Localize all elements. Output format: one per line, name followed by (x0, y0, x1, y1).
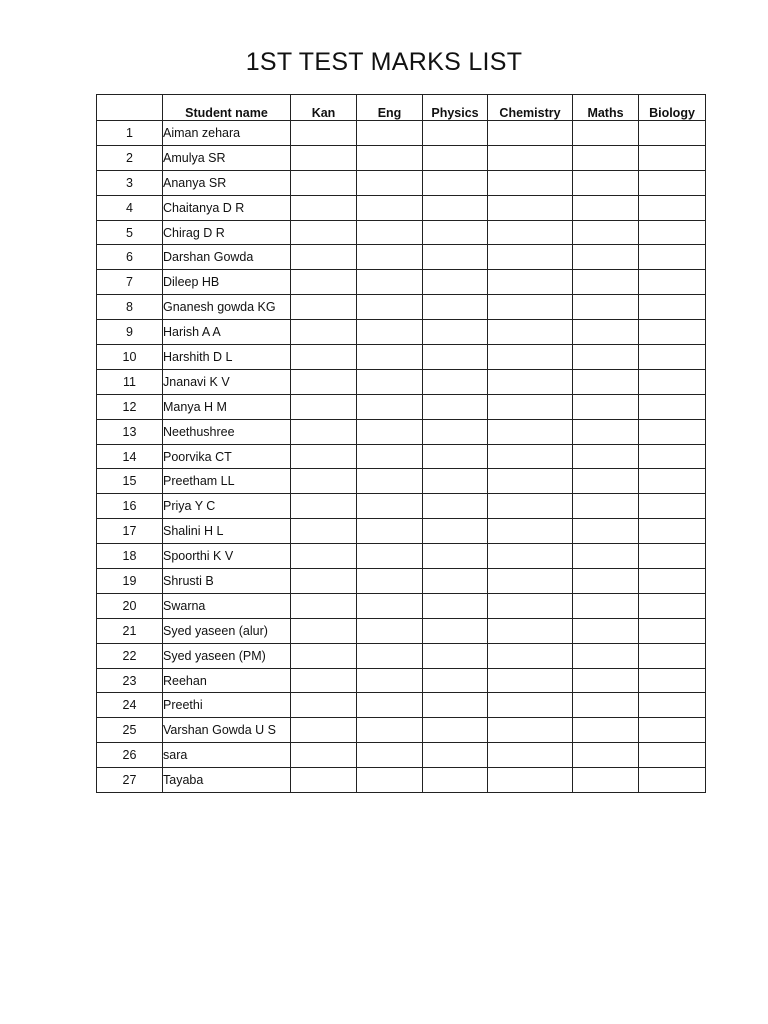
table-row (97, 693, 706, 718)
kan-mark-cell (291, 220, 357, 245)
chemistry-mark-cell (488, 121, 573, 146)
student-name-cell: Tayaba (163, 768, 291, 793)
header-biology: Biology (639, 95, 706, 121)
student-name-cell: Jnanavi K V (163, 369, 291, 394)
physics-mark-cell (423, 195, 488, 220)
serial-number-cell: 9 (97, 320, 163, 345)
eng-mark-cell (357, 170, 423, 195)
student-name-cell: Swarna (163, 593, 291, 618)
chemistry-mark-cell (488, 369, 573, 394)
biology-mark-cell (639, 593, 706, 618)
biology-mark-cell (639, 469, 706, 494)
eng-mark-cell (357, 643, 423, 668)
biology-mark-cell (639, 195, 706, 220)
kan-mark-cell (291, 494, 357, 519)
student-name-cell: Ananya SR (163, 170, 291, 195)
kan-mark-cell (291, 444, 357, 469)
physics-mark-cell (423, 668, 488, 693)
table-row (97, 245, 706, 270)
eng-mark-cell (357, 320, 423, 345)
marks-table (96, 94, 706, 793)
student-name-cell: Aiman zehara (163, 121, 291, 146)
serial-number-cell: 20 (97, 593, 163, 618)
table-row (97, 743, 706, 768)
kan-mark-cell (291, 743, 357, 768)
chemistry-mark-cell (488, 693, 573, 718)
maths-mark-cell (573, 569, 639, 594)
table-row (97, 270, 706, 295)
maths-mark-cell (573, 220, 639, 245)
student-name-cell: Spoorthi K V (163, 544, 291, 569)
maths-mark-cell (573, 444, 639, 469)
table-row (97, 369, 706, 394)
biology-mark-cell (639, 320, 706, 345)
serial-number-cell: 23 (97, 668, 163, 693)
biology-mark-cell (639, 121, 706, 146)
physics-mark-cell (423, 220, 488, 245)
biology-mark-cell (639, 245, 706, 270)
table-row (97, 618, 706, 643)
maths-mark-cell (573, 718, 639, 743)
eng-mark-cell (357, 668, 423, 693)
student-name-cell: Darshan Gowda (163, 245, 291, 270)
biology-mark-cell (639, 145, 706, 170)
serial-number-cell: 17 (97, 519, 163, 544)
student-name-cell: Gnanesh gowda KG (163, 295, 291, 320)
eng-mark-cell (357, 718, 423, 743)
physics-mark-cell (423, 618, 488, 643)
chemistry-mark-cell (488, 320, 573, 345)
chemistry-mark-cell (488, 768, 573, 793)
eng-mark-cell (357, 519, 423, 544)
student-name-cell: Harish A A (163, 320, 291, 345)
table-row (97, 718, 706, 743)
chemistry-mark-cell (488, 544, 573, 569)
header-chemistry: Chemistry (488, 95, 573, 121)
physics-mark-cell (423, 593, 488, 618)
chemistry-mark-cell (488, 295, 573, 320)
header-serial-number (97, 95, 163, 121)
biology-mark-cell (639, 295, 706, 320)
table-row (97, 170, 706, 195)
kan-mark-cell (291, 320, 357, 345)
biology-mark-cell (639, 170, 706, 195)
table-row (97, 444, 706, 469)
serial-number-cell: 14 (97, 444, 163, 469)
maths-mark-cell (573, 145, 639, 170)
maths-mark-cell (573, 544, 639, 569)
biology-mark-cell (639, 394, 706, 419)
chemistry-mark-cell (488, 245, 573, 270)
serial-number-cell: 6 (97, 245, 163, 270)
maths-mark-cell (573, 345, 639, 370)
student-name-cell: Reehan (163, 668, 291, 693)
biology-mark-cell (639, 768, 706, 793)
eng-mark-cell (357, 743, 423, 768)
header-kan: Kan (291, 95, 357, 121)
eng-mark-cell (357, 369, 423, 394)
eng-mark-cell (357, 270, 423, 295)
table-row (97, 469, 706, 494)
biology-mark-cell (639, 494, 706, 519)
chemistry-mark-cell (488, 195, 573, 220)
serial-number-cell: 16 (97, 494, 163, 519)
maths-mark-cell (573, 369, 639, 394)
kan-mark-cell (291, 768, 357, 793)
eng-mark-cell (357, 768, 423, 793)
eng-mark-cell (357, 593, 423, 618)
kan-mark-cell (291, 419, 357, 444)
maths-mark-cell (573, 270, 639, 295)
table-row (97, 569, 706, 594)
chemistry-mark-cell (488, 519, 573, 544)
eng-mark-cell (357, 345, 423, 370)
chemistry-mark-cell (488, 643, 573, 668)
header-row (97, 95, 706, 121)
kan-mark-cell (291, 121, 357, 146)
eng-mark-cell (357, 569, 423, 594)
chemistry-mark-cell (488, 569, 573, 594)
chemistry-mark-cell (488, 170, 573, 195)
table-row (97, 544, 706, 569)
student-name-cell: Priya Y C (163, 494, 291, 519)
chemistry-mark-cell (488, 494, 573, 519)
chemistry-mark-cell (488, 419, 573, 444)
biology-mark-cell (639, 544, 706, 569)
biology-mark-cell (639, 643, 706, 668)
serial-number-cell: 5 (97, 220, 163, 245)
maths-mark-cell (573, 419, 639, 444)
maths-mark-cell (573, 494, 639, 519)
physics-mark-cell (423, 544, 488, 569)
table-row (97, 593, 706, 618)
student-name-cell: Neethushree (163, 419, 291, 444)
maths-mark-cell (573, 121, 639, 146)
student-name-cell: Chaitanya D R (163, 195, 291, 220)
header-student-name: Student name (163, 95, 291, 121)
chemistry-mark-cell (488, 743, 573, 768)
student-name-cell: Preethi (163, 693, 291, 718)
eng-mark-cell (357, 469, 423, 494)
serial-number-cell: 7 (97, 270, 163, 295)
eng-mark-cell (357, 419, 423, 444)
student-name-cell: Poorvika CT (163, 444, 291, 469)
student-name-cell: Dileep HB (163, 270, 291, 295)
biology-mark-cell (639, 220, 706, 245)
maths-mark-cell (573, 170, 639, 195)
maths-mark-cell (573, 394, 639, 419)
physics-mark-cell (423, 519, 488, 544)
eng-mark-cell (357, 245, 423, 270)
physics-mark-cell (423, 444, 488, 469)
maths-mark-cell (573, 469, 639, 494)
serial-number-cell: 1 (97, 121, 163, 146)
eng-mark-cell (357, 444, 423, 469)
table-row (97, 768, 706, 793)
student-name-cell: Chirag D R (163, 220, 291, 245)
maths-mark-cell (573, 519, 639, 544)
chemistry-mark-cell (488, 270, 573, 295)
physics-mark-cell (423, 145, 488, 170)
serial-number-cell: 8 (97, 295, 163, 320)
kan-mark-cell (291, 170, 357, 195)
biology-mark-cell (639, 718, 706, 743)
physics-mark-cell (423, 121, 488, 146)
serial-number-cell: 19 (97, 569, 163, 594)
chemistry-mark-cell (488, 394, 573, 419)
kan-mark-cell (291, 369, 357, 394)
table-row (97, 519, 706, 544)
maths-mark-cell (573, 245, 639, 270)
kan-mark-cell (291, 544, 357, 569)
biology-mark-cell (639, 743, 706, 768)
physics-mark-cell (423, 369, 488, 394)
chemistry-mark-cell (488, 718, 573, 743)
kan-mark-cell (291, 270, 357, 295)
chemistry-mark-cell (488, 469, 573, 494)
physics-mark-cell (423, 494, 488, 519)
biology-mark-cell (639, 519, 706, 544)
eng-mark-cell (357, 220, 423, 245)
kan-mark-cell (291, 668, 357, 693)
biology-mark-cell (639, 419, 706, 444)
maths-mark-cell (573, 593, 639, 618)
eng-mark-cell (357, 394, 423, 419)
eng-mark-cell (357, 693, 423, 718)
physics-mark-cell (423, 394, 488, 419)
table-row (97, 121, 706, 146)
maths-mark-cell (573, 768, 639, 793)
physics-mark-cell (423, 320, 488, 345)
page-title: 1ST TEST MARKS LIST (245, 48, 523, 76)
header-eng: Eng (357, 95, 423, 121)
chemistry-mark-cell (488, 220, 573, 245)
maths-mark-cell (573, 743, 639, 768)
biology-mark-cell (639, 569, 706, 594)
maths-mark-cell (573, 693, 639, 718)
student-name-cell: Harshith D L (163, 345, 291, 370)
physics-mark-cell (423, 469, 488, 494)
student-name-cell: Manya H M (163, 394, 291, 419)
kan-mark-cell (291, 345, 357, 370)
student-name-cell: Amulya SR (163, 145, 291, 170)
student-name-cell: Shalini H L (163, 519, 291, 544)
student-name-cell: Syed yaseen (PM) (163, 643, 291, 668)
physics-mark-cell (423, 743, 488, 768)
chemistry-mark-cell (488, 345, 573, 370)
physics-mark-cell (423, 693, 488, 718)
serial-number-cell: 18 (97, 544, 163, 569)
serial-number-cell: 24 (97, 693, 163, 718)
serial-number-cell: 12 (97, 394, 163, 419)
kan-mark-cell (291, 145, 357, 170)
kan-mark-cell (291, 469, 357, 494)
physics-mark-cell (423, 245, 488, 270)
chemistry-mark-cell (488, 593, 573, 618)
biology-mark-cell (639, 444, 706, 469)
maths-mark-cell (573, 195, 639, 220)
serial-number-cell: 4 (97, 195, 163, 220)
student-name-cell: Syed yaseen (alur) (163, 618, 291, 643)
eng-mark-cell (357, 544, 423, 569)
table-row (97, 345, 706, 370)
table-row (97, 320, 706, 345)
maths-mark-cell (573, 668, 639, 693)
serial-number-cell: 22 (97, 643, 163, 668)
maths-mark-cell (573, 320, 639, 345)
serial-number-cell: 15 (97, 469, 163, 494)
biology-mark-cell (639, 668, 706, 693)
serial-number-cell: 3 (97, 170, 163, 195)
serial-number-cell: 11 (97, 369, 163, 394)
table-row (97, 220, 706, 245)
kan-mark-cell (291, 718, 357, 743)
physics-mark-cell (423, 768, 488, 793)
eng-mark-cell (357, 295, 423, 320)
student-name-cell: sara (163, 743, 291, 768)
serial-number-cell: 21 (97, 618, 163, 643)
physics-mark-cell (423, 643, 488, 668)
student-name-cell: Shrusti B (163, 569, 291, 594)
header-maths: Maths (573, 95, 639, 121)
header-physics: Physics (423, 95, 488, 121)
eng-mark-cell (357, 145, 423, 170)
serial-number-cell: 27 (97, 768, 163, 793)
table-row (97, 494, 706, 519)
biology-mark-cell (639, 693, 706, 718)
chemistry-mark-cell (488, 145, 573, 170)
table-row (97, 394, 706, 419)
serial-number-cell: 25 (97, 718, 163, 743)
student-name-cell: Varshan Gowda U S (163, 718, 291, 743)
biology-mark-cell (639, 345, 706, 370)
table-row (97, 668, 706, 693)
eng-mark-cell (357, 494, 423, 519)
biology-mark-cell (639, 270, 706, 295)
table-row (97, 643, 706, 668)
physics-mark-cell (423, 345, 488, 370)
kan-mark-cell (291, 519, 357, 544)
kan-mark-cell (291, 693, 357, 718)
chemistry-mark-cell (488, 618, 573, 643)
kan-mark-cell (291, 643, 357, 668)
serial-number-cell: 13 (97, 419, 163, 444)
biology-mark-cell (639, 369, 706, 394)
physics-mark-cell (423, 569, 488, 594)
serial-number-cell: 10 (97, 345, 163, 370)
eng-mark-cell (357, 195, 423, 220)
kan-mark-cell (291, 569, 357, 594)
eng-mark-cell (357, 618, 423, 643)
maths-mark-cell (573, 295, 639, 320)
physics-mark-cell (423, 270, 488, 295)
table-row (97, 145, 706, 170)
kan-mark-cell (291, 295, 357, 320)
chemistry-mark-cell (488, 668, 573, 693)
kan-mark-cell (291, 195, 357, 220)
eng-mark-cell (357, 121, 423, 146)
maths-mark-cell (573, 643, 639, 668)
chemistry-mark-cell (488, 444, 573, 469)
physics-mark-cell (423, 295, 488, 320)
serial-number-cell: 2 (97, 145, 163, 170)
serial-number-cell: 26 (97, 743, 163, 768)
physics-mark-cell (423, 419, 488, 444)
student-name-cell: Preetham LL (163, 469, 291, 494)
table-row (97, 295, 706, 320)
kan-mark-cell (291, 618, 357, 643)
table-row (97, 195, 706, 220)
kan-mark-cell (291, 593, 357, 618)
kan-mark-cell (291, 394, 357, 419)
biology-mark-cell (639, 618, 706, 643)
kan-mark-cell (291, 245, 357, 270)
physics-mark-cell (423, 718, 488, 743)
physics-mark-cell (423, 170, 488, 195)
table-row (97, 419, 706, 444)
maths-mark-cell (573, 618, 639, 643)
